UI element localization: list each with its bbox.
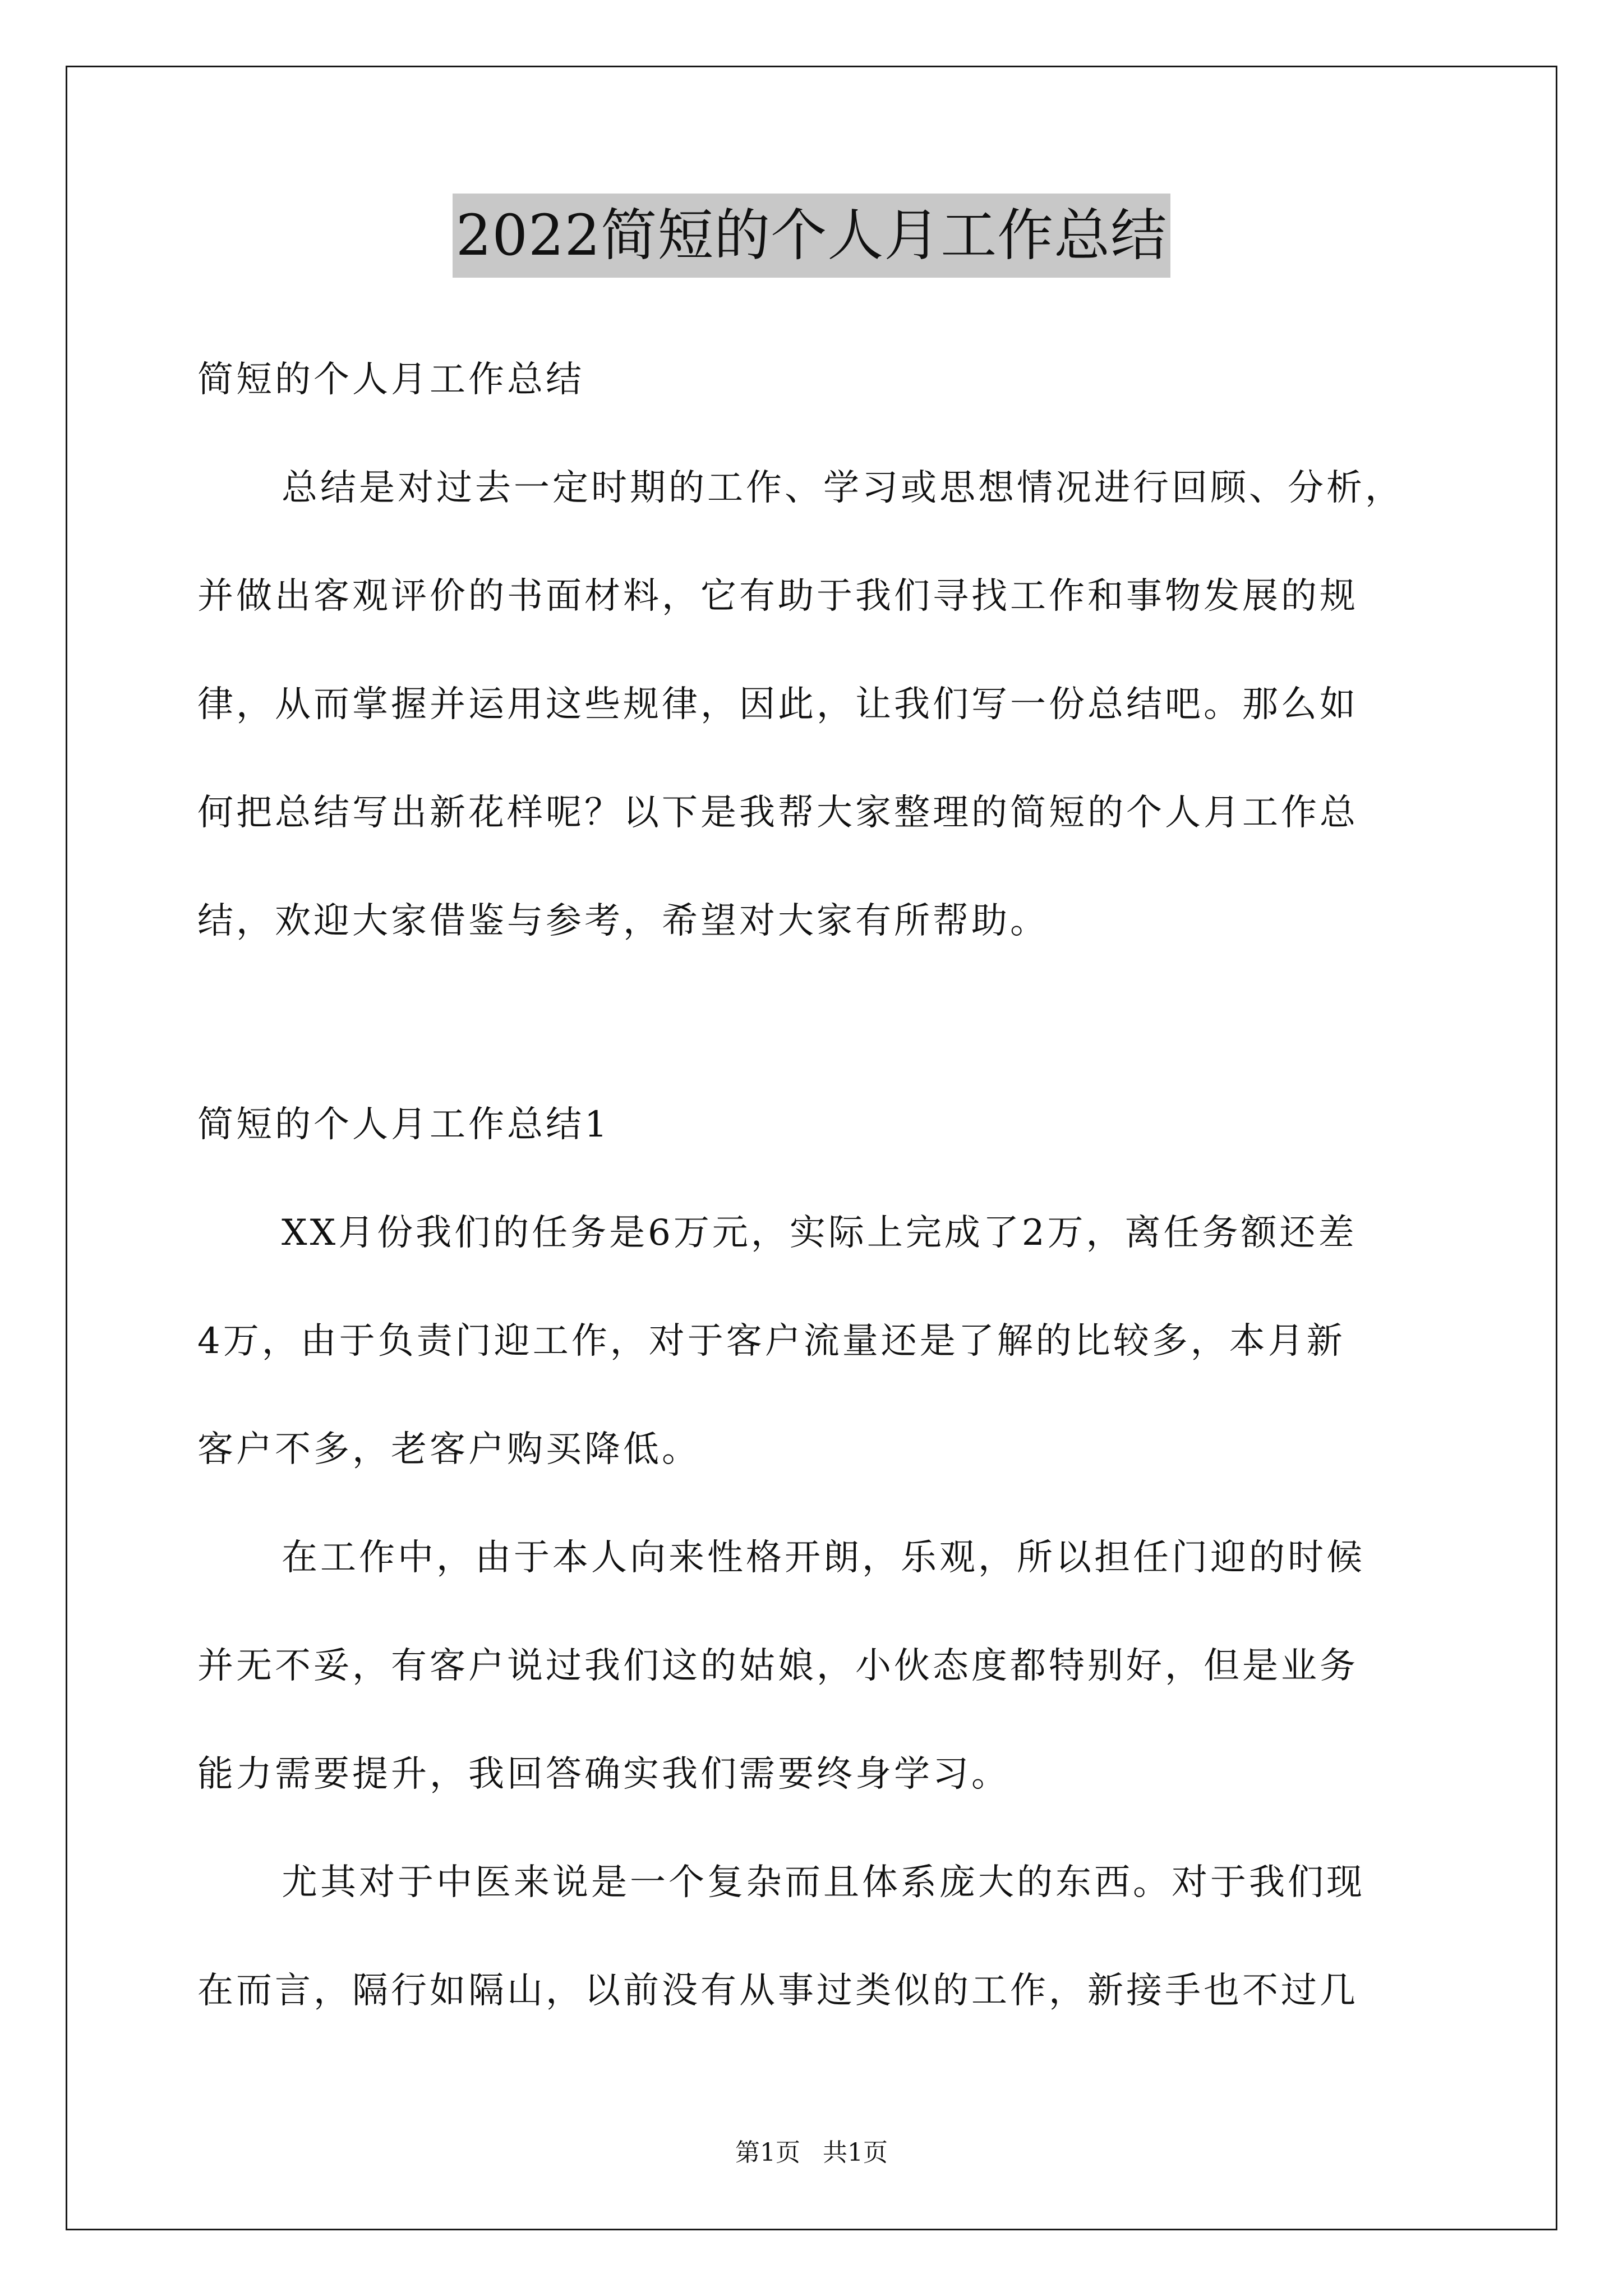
paragraph-line: 并无不妥，有客户说过我们这的姑娘，小伙态度都特别好，但是业务 <box>197 1645 1358 1687</box>
paragraph-line: 在工作中，由于本人向来性格开朗，乐观，所以担任门迎的时候 <box>282 1537 1365 1579</box>
paragraph-line: 在而言，隔行如隔山，以前没有从事过类似的工作，新接手也不过几 <box>197 1970 1358 2012</box>
paragraph-line: 尤其对于中医来说是一个复杂而且体系庞大的东西。对于我们现 <box>282 1862 1365 1903</box>
paragraph-line: 总结是对过去一定时期的工作、学习或思想情况进行回顾、分析， <box>282 467 1404 509</box>
paragraph-line: 并做出客观评价的书面材料，它有助于我们寻找工作和事物发展的规 <box>197 576 1358 617</box>
page-footer <box>0 2136 1623 2170</box>
page-number: 第1页 <box>735 2138 800 2167</box>
paragraph-line: 客户不多，老客户购买降低。 <box>197 1429 700 1470</box>
subtitle-line: 简短的个人月工作总结 <box>197 359 584 401</box>
paragraph-line: 律，从而掌握并运用这些规律，因此，让我们写一份总结吧。那么如 <box>197 684 1358 725</box>
paragraph-line: 结，欢迎大家借鉴与参考，希望对大家有所帮助。 <box>197 900 1049 942</box>
document-title: 2022简短的个人月工作总结 <box>453 194 1171 278</box>
paragraph-line: XX月份我们的任务是6万元，实际上完成了2万，离任务额还差 <box>282 1212 1357 1254</box>
page-total: 共1页 <box>823 2138 888 2167</box>
title-container <box>0 194 1623 278</box>
section-heading: 简短的个人月工作总结1 <box>197 1104 610 1145</box>
paragraph-line: 4万，由于负责门迎工作，对于客户流量还是了解的比较多，本月新 <box>197 1320 1345 1362</box>
section-gap <box>197 992 1431 1087</box>
document-body <box>197 342 1431 2062</box>
paragraph-line: 能力需要提升，我回答确实我们需要终身学习。 <box>197 1754 1010 1795</box>
paragraph-line: 何把总结写出新花样呢？以下是我帮大家整理的简短的个人月工作总 <box>197 792 1358 834</box>
